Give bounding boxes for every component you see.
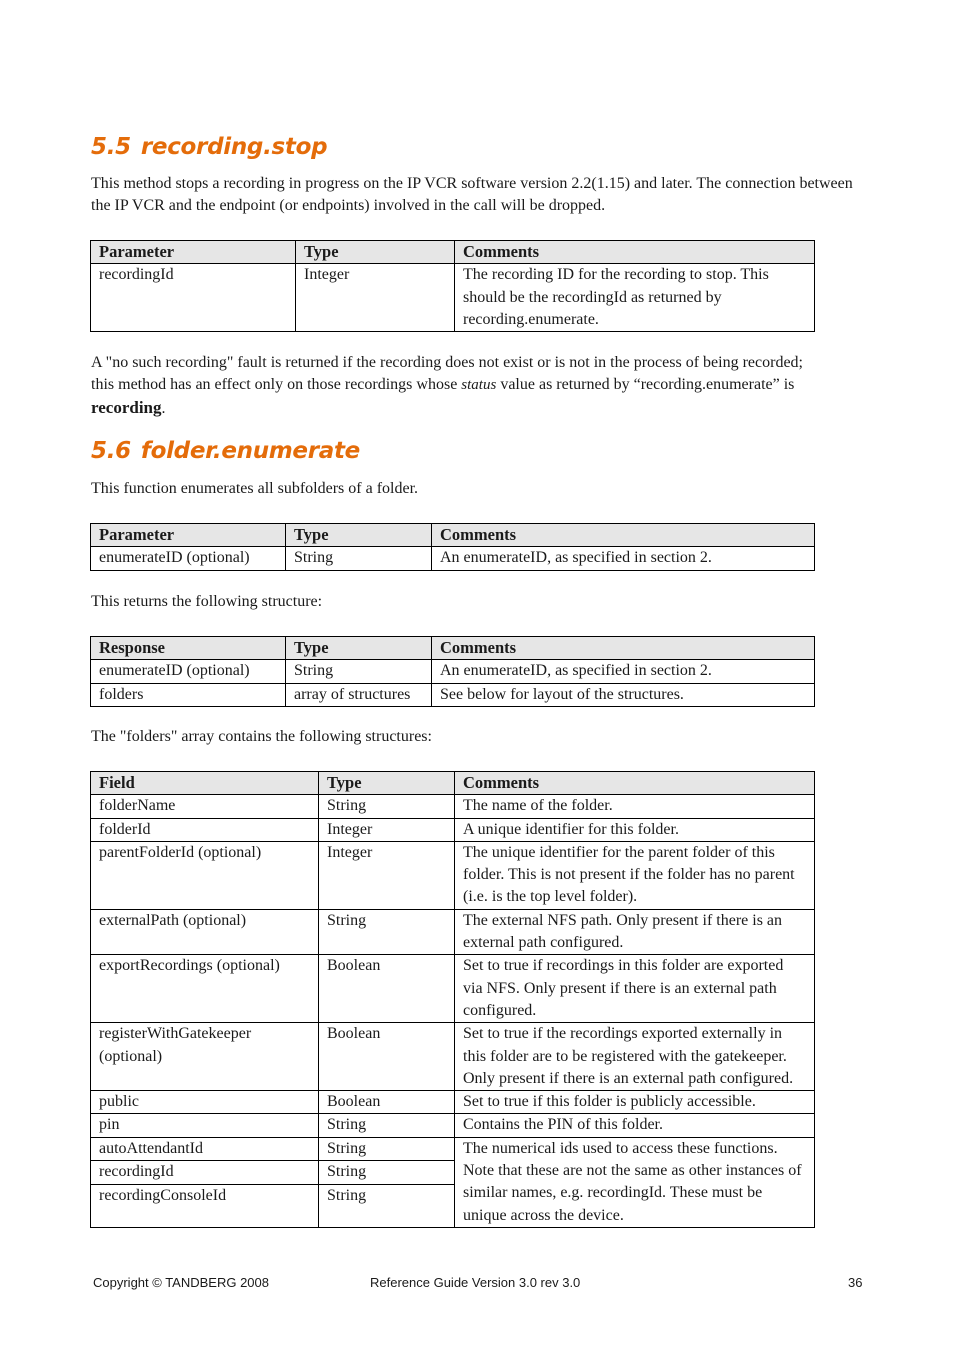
recording-stop-intro: This method stops a recording in progress on the IP VCR software version 2.2(1.15) and later. The connection between the IP VCR and the endpoint (or endpoints) involved in the call will be dropped.	[91, 175, 853, 215]
table-cell: parentFolderId (optional)	[91, 841, 319, 909]
table-row	[91, 1023, 815, 1091]
footer-page-number: 36	[848, 1275, 863, 1290]
table-cell: registerWithGatekeeper (optional)	[91, 1023, 319, 1091]
table-cell: folderId	[91, 818, 319, 841]
table-cell: String	[286, 547, 432, 570]
header-cell: Type	[319, 772, 455, 795]
table-cell: externalPath (optional)	[91, 909, 319, 955]
table-cell: exportRecordings (optional)	[91, 955, 319, 1023]
table-cell: String	[286, 660, 432, 683]
returns-text: This returns the following structure:	[91, 593, 323, 610]
header-cell: Parameter	[91, 241, 296, 264]
table-cell: String	[319, 1184, 455, 1227]
table-cell: pin	[91, 1114, 319, 1137]
header-cell: Parameter	[91, 524, 286, 547]
table-header-row	[91, 524, 815, 547]
table-cell: See below for layout of the structures.	[432, 683, 815, 706]
table-cell: autoAttendantId	[91, 1137, 319, 1161]
table-row	[91, 1114, 815, 1137]
table-row	[91, 795, 815, 818]
table-cell: String	[319, 1114, 455, 1137]
table-row	[91, 818, 815, 841]
footer-guide-version: Reference Guide Version 3.0 rev 3.0	[370, 1275, 581, 1290]
table-cell: Boolean	[319, 1091, 455, 1114]
table-cell: folderName	[91, 795, 319, 818]
folders-array-text: The "folders" array contains the following structures:	[91, 728, 432, 745]
table-row	[91, 660, 815, 683]
header-cell: Comments	[455, 772, 815, 795]
table-row	[91, 841, 815, 909]
table-row	[91, 1137, 815, 1161]
table-cell: Boolean	[319, 1023, 455, 1091]
folder-fields-table	[90, 771, 815, 1228]
folder-enumerate-response-table	[90, 636, 815, 707]
table-cell: The numerical ids used to access these functions. Note that these are not the same as other instances of similar names, e.g. recordingId. These must be unique across the device.	[455, 1137, 815, 1227]
header-cell: Type	[286, 524, 432, 547]
table-row	[91, 955, 815, 1023]
table-cell: A unique identifier for this folder.	[455, 818, 815, 841]
header-cell: Type	[286, 637, 432, 660]
no-such-recording-note: A "no such recording" fault is returned if the recording does not exist or is not in the process of being recorded; this method has an effect only on those recordings whose status value as returned by “recording.enumerate” is recording.	[91, 354, 803, 417]
footer-copyright: Copyright © TANDBERG 2008	[93, 1275, 270, 1290]
header-cell: Type	[296, 241, 455, 264]
header-cell: Response	[91, 637, 286, 660]
table-cell: The name of the folder.	[455, 795, 815, 818]
recording-stop-params-table	[90, 240, 815, 332]
table-cell: String	[319, 909, 455, 955]
table-row	[91, 683, 815, 706]
table-cell: The external NFS path. Only present if there is an external path configured.	[455, 909, 815, 955]
table-cell: enumerateID (optional)	[91, 547, 286, 570]
table-cell: enumerateID (optional)	[91, 660, 286, 683]
table-cell: String	[319, 795, 455, 818]
table-cell: Contains the PIN of this folder.	[455, 1114, 815, 1137]
table-cell: An enumerateID, as specified in section 2.	[432, 547, 815, 570]
table-cell: recordingId	[91, 1161, 319, 1185]
table-cell: An enumerateID, as specified in section 2.	[432, 660, 815, 683]
section-heading-folder-enumerate: 5.6 folder.enumerate	[91, 438, 360, 464]
table-cell: Set to true if the recordings exported externally in this folder are to be registered with the gatekeeper. Only present if there is an external path configured.	[455, 1023, 815, 1091]
header-cell: Comments	[455, 241, 815, 264]
table-cell: folders	[91, 683, 286, 706]
table-row	[91, 909, 815, 955]
folder-enumerate-intro: This function enumerates all subfolders of a folder.	[91, 480, 419, 497]
table-cell: Integer	[319, 818, 455, 841]
table-cell: String	[319, 1137, 455, 1161]
table-cell: Boolean	[319, 955, 455, 1023]
table-row	[91, 1091, 815, 1114]
folder-enumerate-params-table	[90, 523, 815, 571]
header-cell: Field	[91, 772, 319, 795]
table-cell: public	[91, 1091, 319, 1114]
table-cell: Integer	[319, 841, 455, 909]
header-cell: Comments	[432, 524, 815, 547]
table-row	[91, 264, 815, 332]
table-cell: Set to true if recordings in this folder are exported via NFS. Only present if there is an external path configured.	[455, 955, 815, 1023]
table-row	[91, 547, 815, 570]
table-cell: array of structures	[286, 683, 432, 706]
header-cell: Comments	[432, 637, 815, 660]
table-header-row	[91, 637, 815, 660]
section-heading-recording-stop: 5.5 recording.stop	[91, 134, 328, 160]
table-cell: recordingId	[91, 264, 296, 332]
table-cell: recordingConsoleId	[91, 1184, 319, 1227]
table-header-row	[91, 772, 815, 795]
table-cell: Set to true if this folder is publicly accessible.	[455, 1091, 815, 1114]
table-header-row	[91, 241, 815, 264]
table-cell: The unique identifier for the parent folder of this folder. This is not present if the folder has no parent (i.e. is the top level folder).	[455, 841, 815, 909]
table-cell: Integer	[296, 264, 455, 332]
table-cell: The recording ID for the recording to stop. This should be the recordingId as returned by recording.enumerate.	[455, 264, 815, 332]
table-cell: String	[319, 1161, 455, 1185]
